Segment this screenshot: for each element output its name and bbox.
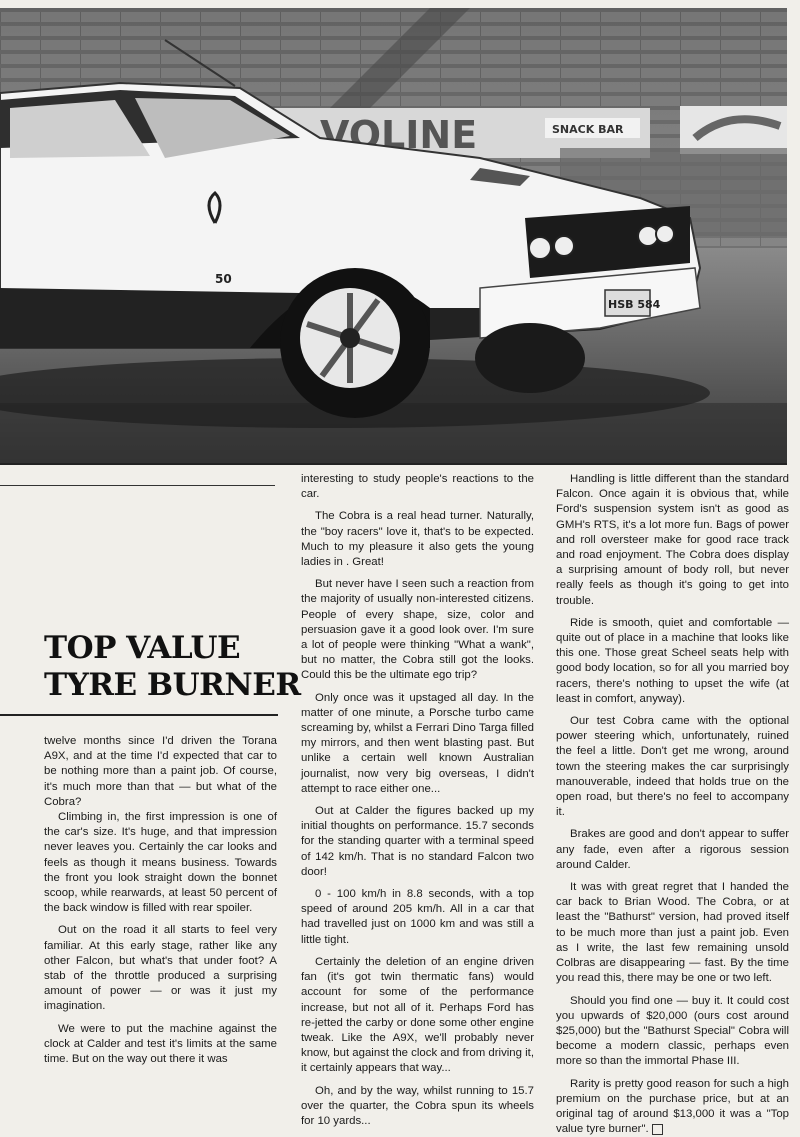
article-photo xyxy=(0,8,787,465)
volune-sign: VOLINE xyxy=(320,113,478,157)
paragraph: Brakes are good and don't appear to suffer any fade, even after a rigorous session around Calder. xyxy=(556,828,789,871)
paragraph: twelve months since I'd driven the Torana A9X, and at the time I'd expected that car to be nothing more than a paint job. Of course, it's much more than that — but what of the Cobra? xyxy=(44,735,277,808)
paragraph: Certainly the deletion of an engine driven fan (it's got twin thermatic fans) would account for some of the performance increase, but not all of it. Perhaps Ford has re-jetted the carby or done some other engine tweak. Like the A9X, we'll probably never know, but against the clock and from driving it, it certainly appears that way... xyxy=(301,955,534,1075)
paragraph: But never have I seen such a reaction from the majority of usually non-interested citizens. People of every shape, size, color and persuasion gave it a good look over. I'm sure a lot of people were thinking "What a wank", but no matter, the Cobra still got the looks. Could this be the ultimate ego trip? xyxy=(301,578,534,682)
final-paragraph-text: Rarity is pretty good reason for such a high premium on the purchase price, but at an original tag of around $13,000 it was a "Top value tyre burner". xyxy=(556,1077,789,1136)
article-column-3 xyxy=(556,472,789,1137)
paragraph xyxy=(556,1077,789,1137)
badge-number: 50 xyxy=(215,272,232,286)
paragraph: Ride is smooth, quiet and comfortable — quite out of place in a machine that looks like this one. Those great Scheel seats help with good body location, so for all you married boy racers, there's nothing to upset the wife (at least in comfort, anyway). xyxy=(556,616,789,705)
paragraph: Our test Cobra came with the optional power steering which, unfortunately, ruined the feel a little. Don't get me wrong, around town the steering makes the car surprisingly manouverable, indeed that holds true on the open road, but there's no feel to accompany it. xyxy=(556,715,789,819)
paragraph: Out on the road it all starts to feel very familiar. At this early stage, rather like any other Falcon, but what's that under foot? A stab of the throttle produced a surprising amount of power — or was it just my imagination. xyxy=(44,924,277,1013)
snackbar-sign: SNACK BAR xyxy=(552,123,624,136)
paragraph: Only once was it upstaged all day. In the matter of one minute, a Porsche turbo came screaming by, whilst a Ferrari Dino Targa filled my mirrors, and then went blasting past. But unlike a certain well known Australian journalist, now very big overseas, I didn't attempt to race either one... xyxy=(301,691,534,795)
paragraph: Handling is little different than the standard Falcon. Once again it is obvious that, while Ford's suspension system isn't as good as GMH's RTS, it's a lot more fun. Bags of power and roll oversteer make for good race track and road enjoyment. The Cobra does display a surprising amount of body roll, but never really feels as though it's going to get into trouble. xyxy=(556,473,789,607)
paragraph: interesting to study people's reactions to the car. xyxy=(301,473,534,501)
article-column-1 xyxy=(44,734,277,1067)
paragraph: We were to put the machine against the clock at Calder and test it's limits at the same time. But on the way out there it was xyxy=(44,1022,277,1066)
end-mark-icon xyxy=(652,1124,663,1135)
paragraph: 0 - 100 km/h in 8.8 seconds, with a top speed of around 205 km/h. All in a car that had travelled just on 1000 km and was still a little tight. xyxy=(301,888,534,946)
headline-line-2: TYRE BURNER xyxy=(44,667,301,703)
article-headline xyxy=(44,630,301,704)
headline-rule xyxy=(0,714,278,716)
paragraph: Climbing in, the first impression is one of the car's size. It's huge, and that impression never leaves you. Certainly the car looks and feels as though it means business. Towards the front you look straight down the bonnet scoop, while rearwards, at least 50 percent of the back window is filled with rear spoiler. xyxy=(44,811,277,915)
top-rule xyxy=(0,485,275,486)
paragraph: The Cobra is a real head turner. Naturally, the "boy racers" love it, that's to be expected. Much to my pleasure it also gets the young ladies in . Great! xyxy=(301,510,534,569)
paragraph: Oh, and by the way, whilst running to 15.7 over the quarter, the Cobra spun its wheels for 10 yards... xyxy=(301,1084,534,1127)
license-plate: HSB 584 xyxy=(608,298,661,311)
article-column-2 xyxy=(301,472,534,1129)
paragraph: It was with great regret that I handed the car back to Brian Wood. The Cobra, or at least the "Bathurst" version, had proved itself to be much more than just a paint job. Even as I write, the last few remaining unsold Colbras are disappearing — fast. By the time you read this, there may be one or two left. xyxy=(556,881,789,985)
paragraph: Out at Calder the figures backed up my initial thoughts on performance. 15.7 seconds for the standing quarter with a terminal speed of 142 km/h. That is no standard Falcon two door! xyxy=(301,805,534,878)
cobra-car-photo xyxy=(0,8,787,463)
paragraph: Should you find one — buy it. It could cost you upwards of $20,000 (ours cost around $25,000) but the "Bathurst Special" Cobra will become a modern classic, perhaps even more so than the immortal Phase III. xyxy=(556,994,789,1068)
headline-line-1: TOP VALUE xyxy=(44,630,241,666)
